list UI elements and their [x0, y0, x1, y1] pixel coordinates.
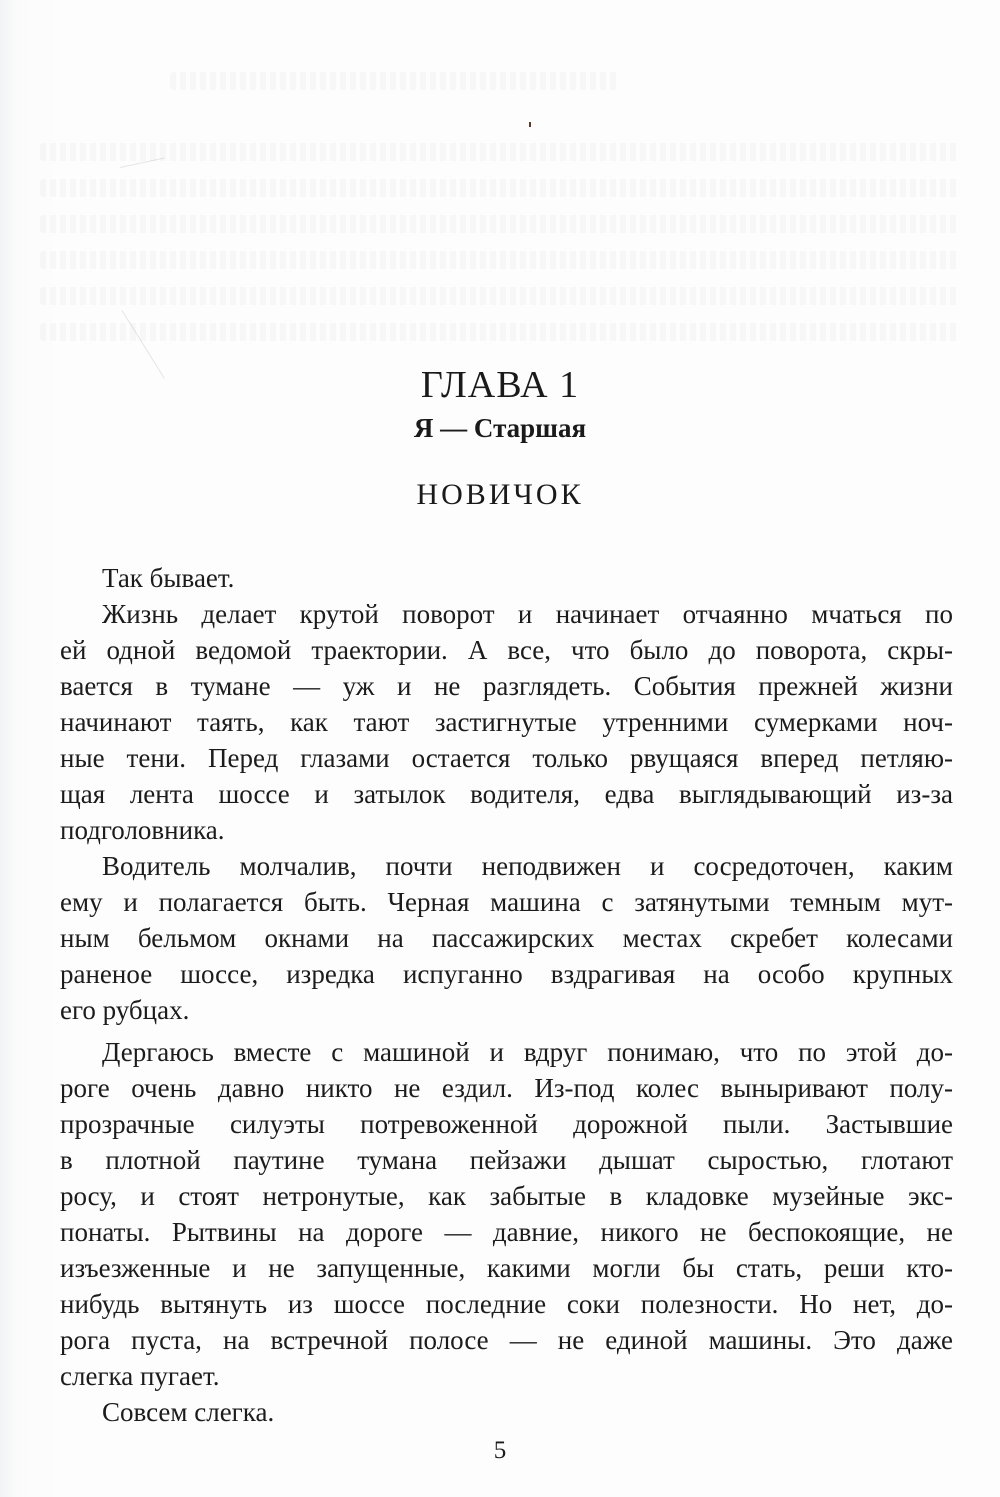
- text-line: ей одной ведомой траектории. А все, что было до поворота, скры-: [60, 635, 953, 665]
- text-line: рога пуста, на встречной полосе — не единой машины. Это даже: [60, 1325, 953, 1355]
- chapter-subtitle: Я — Старшая: [413, 413, 587, 443]
- text-line: его рубцах.: [60, 995, 190, 1025]
- show-through-line: [40, 251, 960, 269]
- show-through-line: [170, 72, 620, 90]
- text-line: ему и полагается быть. Черная машина с затянутыми темным мут-: [60, 887, 953, 917]
- text-line: в плотной паутине тумана пейзажи дышат сыростью, глотают: [60, 1145, 953, 1175]
- text-line: ные тени. Перед глазами остается только рвущаяся вперед петляю-: [60, 743, 953, 773]
- text-line: ным бельмом окнами на пассажирских местах скребет колесами: [60, 923, 953, 953]
- show-through-line: [40, 179, 960, 197]
- text-line: начинают таять, как тают застигнутые утренними сумерками ноч-: [60, 707, 953, 737]
- text-line: щая лента шоссе и затылок водителя, едва выглядывающий из-за: [60, 779, 953, 809]
- scan-speck: [529, 122, 531, 127]
- show-through-line: [40, 215, 960, 233]
- text-line: Совсем слегка.: [102, 1397, 275, 1427]
- show-through-line: [40, 323, 960, 341]
- text-line: раненое шоссе, изредка испуганно вздрагивая на особо крупных: [60, 959, 953, 989]
- chapter-title: ГЛАВА 1: [420, 364, 580, 406]
- text-line: подголовника.: [60, 815, 225, 845]
- text-line: вается в тумане — уж и не разглядеть. События прежней жизни: [60, 671, 953, 701]
- section-title: НОВИЧОК: [416, 478, 584, 511]
- text-line: Жизнь делает крутой поворот и начинает отчаянно мчаться по: [102, 599, 953, 629]
- show-through-line: [40, 143, 960, 161]
- text-line: изъезженные и не запущенные, какими могли бы стать, реши кто-: [60, 1253, 953, 1283]
- text-line: слегка пугает.: [60, 1361, 220, 1391]
- text-line: Так бывает.: [102, 563, 235, 593]
- page-number: 5: [493, 1437, 507, 1464]
- text-line: нибудь вытянуть из шоссе последние соки полезности. Но нет, до-: [60, 1289, 953, 1319]
- text-line: Дергаюсь вместе с машиной и вдруг понимаю, что по этой до-: [102, 1037, 953, 1067]
- text-line: понаты. Рытвины на дороге — давние, никого не беспокоящие, не: [60, 1217, 953, 1247]
- text-line: Водитель молчалив, почти неподвижен и сосредоточен, каким: [102, 851, 953, 881]
- text-line: росу, и стоят нетронутые, как забытые в кладовке музейные экс-: [60, 1181, 953, 1211]
- text-line: роге очень давно никто не ездил. Из-под колес выныривают полу-: [60, 1073, 953, 1103]
- show-through-line: [40, 287, 960, 305]
- text-line: прозрачные силуэты потревоженной дорожной пыли. Застывшие: [60, 1109, 953, 1139]
